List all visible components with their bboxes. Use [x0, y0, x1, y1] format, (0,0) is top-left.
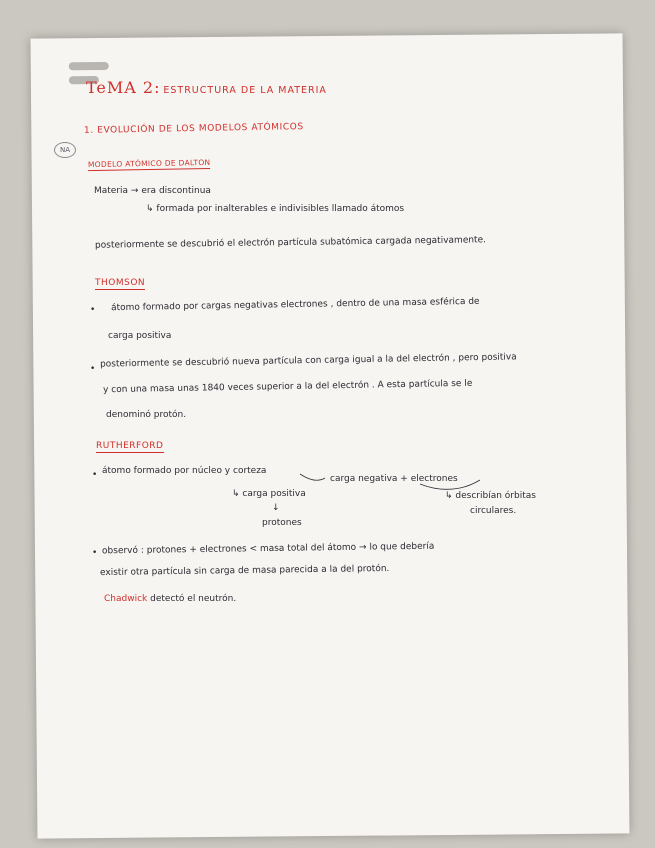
- dalton-line-1: Materia → era discontinua: [94, 186, 211, 196]
- chadwick-name: Chadwick: [104, 594, 148, 604]
- protons-note: protones: [262, 518, 302, 528]
- section-heading: 1. EVOLUCIÓN DE LOS MODELOS ATÓMICOS: [83, 122, 304, 136]
- thomson-bullet-1b: carga positiva: [108, 331, 172, 341]
- bullet-dot: •: [90, 364, 96, 374]
- margin-note: NA: [54, 142, 76, 158]
- corteza-arrow: [300, 474, 325, 480]
- orbits-note-2: circulares.: [470, 506, 517, 516]
- rutherford-heading: RUTHERFORD: [96, 441, 164, 451]
- orbits-note: ↳ describían órbitas: [445, 491, 536, 501]
- corteza-note: carga negativa + electrones: [330, 474, 458, 484]
- bullet-dot: •: [92, 548, 98, 558]
- rutherford-bullet-1: átomo formado por núcleo y corteza: [102, 466, 267, 476]
- thomson-bullet-1a: átomo formado por cargas negativas electrones , dentro de una masa esférica de: [110, 296, 480, 314]
- rutherford-bullet-2b: existir otra partícula sin carga de masa parecida a la del protón.: [99, 563, 390, 579]
- chadwick-rest: detectó el neutrón.: [150, 594, 237, 604]
- rutherford-bullet-2a: observó : protones + electrones < masa total del átomo → lo que debería: [101, 541, 435, 557]
- thomson-bullet-2b: y con una masa unas 1840 veces superior a la del electrón . A esta partícula se le: [102, 378, 473, 396]
- nucleus-note: ↳ carga positiva: [232, 489, 306, 499]
- dalton-heading: MODELO ATÓMICO DE DALTON: [87, 157, 211, 170]
- electron-brace: [420, 480, 480, 489]
- title-topic: ESTRUCTURA DE LA MATERIA: [163, 85, 327, 96]
- bullet-dot: •: [90, 305, 96, 315]
- thomson-heading: THOMSON: [95, 278, 146, 288]
- down-arrow-icon: ↓: [272, 503, 280, 513]
- bullet-dot: •: [92, 470, 98, 480]
- thomson-bullet-2a: posteriormente se descubrió nueva partícula con carga igual a la del electrón , pero positiva: [99, 352, 517, 370]
- title-tema: TeMA 2:: [86, 78, 161, 97]
- dalton-line-2: ↳ formada por inalterables e indivisibles llamado átomos: [146, 204, 405, 214]
- thomson-bullet-2c: denominó protón.: [106, 410, 187, 420]
- dalton-line-3: posteriormente se descubrió el electrón partícula subatómica cargada negativamente.: [94, 235, 487, 251]
